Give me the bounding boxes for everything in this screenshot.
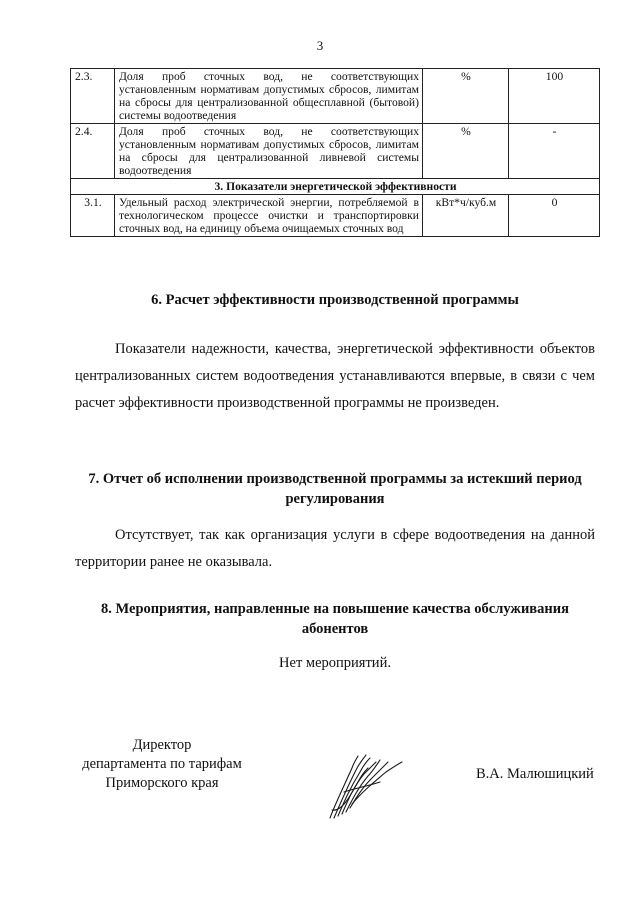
signer-name: В.А. Малюшицкий (476, 766, 594, 782)
table-section-row (71, 179, 600, 195)
table-row (71, 69, 600, 124)
section-6-title: 6. Расчет эффективности производственной программы (151, 292, 519, 308)
table-row (71, 195, 600, 237)
section-6-body: Показатели надежности, качества, энергетической эффективности объектов централизованных систем водоотведения устанавливаются впервые, в связи с чем расчет эффективности производственной программы не произведен. (75, 341, 595, 411)
row-description: Удельный расход электрической энергии, потребляемой в технологическом процессе очистки и транспортировки сточных вод, на единицу объема очищаемых сточных вод (115, 195, 423, 237)
row-value: - (509, 124, 600, 179)
section-7-body: Отсутствует, так как организация услуги в сфере водоотведения на данной территории ранее не оказывала. (75, 527, 595, 570)
signer-title-line3: Приморского края (105, 775, 219, 791)
table-row (71, 124, 600, 179)
row-unit: % (423, 69, 509, 124)
row-number: 2.4. (71, 124, 115, 179)
section-8-text: Нет мероприятий. (279, 655, 391, 671)
row-unit: % (423, 124, 509, 179)
row-unit: кВт*ч/куб.м (423, 195, 509, 237)
handwritten-signature (322, 752, 410, 822)
row-number: 2.3. (71, 69, 115, 124)
row-value: 0 (509, 195, 600, 237)
signer-position (62, 736, 262, 793)
signer-title-line2: департамента по тарифам (82, 756, 242, 772)
row-value: 100 (509, 69, 600, 124)
row-description: Доля проб сточных вод, не соответствующих установленным нормативам допустимых сбросов, лимитам на сбросы для централизованной общесплавной (бытовой) системы водоотведения (115, 69, 423, 124)
row-number: 3.1. (71, 195, 115, 237)
section-7-title: 7. Отчет об исполнении производственной программы за истекший период регулирования (88, 471, 582, 507)
section-7-text (75, 522, 595, 576)
indicators-table (70, 68, 600, 237)
section-6-text (75, 336, 595, 417)
section-3-title: 3. Показатели энергетической эффективности (71, 179, 600, 195)
section-8-title: 8. Мероприятия, направленные на повышение качества обслуживания абонентов (101, 601, 569, 637)
page-number: 3 (316, 38, 324, 53)
row-description: Доля проб сточных вод, не соответствующих установленным нормативам допустимых сбросов, лимитам на сбросы для централизованной ливневой системы водоотведения (115, 124, 423, 179)
signer-title-line1: Директор (132, 737, 192, 753)
